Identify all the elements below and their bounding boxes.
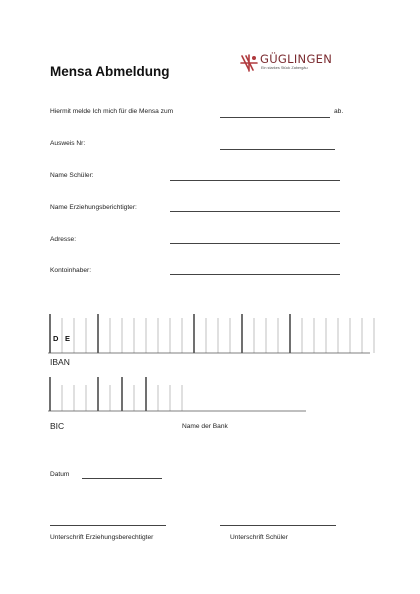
schueler-field[interactable] (170, 180, 340, 181)
iban-prefix-e: E (65, 334, 71, 343)
iban-prefix-d: D (53, 334, 59, 343)
mensa-date-field[interactable] (220, 117, 330, 118)
konto-label: Kontoinhaber: (50, 267, 92, 274)
bic-boxes[interactable] (0, 375, 420, 415)
adresse-field[interactable] (170, 243, 340, 244)
mensa-date-label: Hiermit melde Ich mich für die Mensa zum (50, 108, 174, 115)
logo-emblem-icon (238, 52, 260, 74)
logo-name: GÜGLINGEN (260, 52, 333, 66)
iban-boxes[interactable] (0, 310, 420, 360)
ausweis-field[interactable] (220, 149, 335, 150)
schueler-label: Name Schüler: (50, 172, 94, 179)
erzieher-field[interactable] (170, 211, 340, 212)
signature-guardian-label: Unterschrift Erziehungsberechtigter (50, 534, 154, 541)
ausweis-label: Ausweis Nr: (50, 140, 86, 147)
iban-label: IBAN (50, 357, 70, 367)
datum-label: Datum (50, 471, 70, 478)
logo-tagline: Ein starkes Stück Zabergäu (261, 66, 308, 70)
adresse-label: Adresse: (50, 236, 77, 243)
mensa-date-suffix: ab. (334, 108, 344, 115)
page-title: Mensa Abmeldung (50, 64, 170, 79)
signature-guardian-line[interactable] (50, 525, 166, 526)
gueglingen-logo (238, 50, 338, 76)
bic-label: BIC (50, 421, 65, 431)
datum-field[interactable] (82, 478, 162, 479)
erzieher-label: Name Erziehungsberichtigter: (50, 204, 137, 211)
bank-label: Name der Bank (182, 423, 228, 430)
konto-field[interactable] (170, 274, 340, 275)
signature-student-label: Unterschrift Schüler (230, 534, 288, 541)
signature-student-line[interactable] (220, 525, 336, 526)
